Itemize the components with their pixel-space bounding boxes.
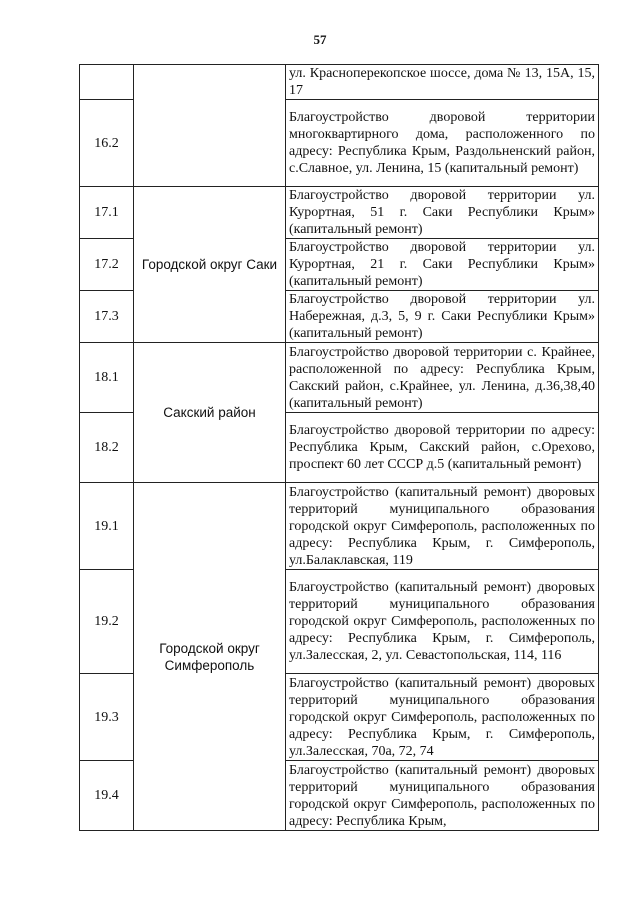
row-number <box>80 65 134 100</box>
row-number: 17.3 <box>80 291 134 343</box>
document-table <box>79 64 599 831</box>
region-saki-city: Городской округ Саки <box>134 187 286 343</box>
row-number: 16.2 <box>80 100 134 187</box>
table-row <box>80 343 599 413</box>
row-description: Благоустройство дворовой территории многоквартирного дома, расположенного по адресу: Республика Крым, Раздольненский район, с.Славное, ул. Ленина, 15 (капитальный ремонт) <box>286 100 599 187</box>
row-number: 17.2 <box>80 239 134 291</box>
row-description: Благоустройство дворовой территории ул. Курортная, 21 г. Саки Республики Крым» (капитальный ремонт) <box>286 239 599 291</box>
row-description: Благоустройство дворовой территории ул. Набережная, д.3, 5, 9 г. Саки Республики Крым» (капитальный ремонт) <box>286 291 599 343</box>
page-number: 57 <box>313 32 327 47</box>
row-number: 19.4 <box>80 761 134 831</box>
row-description: Благоустройство дворовой территории с. Крайнее, расположенной по адресу: Республика Крым, Сакский район, с.Крайнее, ул. Ленина, д.36,38,40 (капитальный ремонт) <box>286 343 599 413</box>
region-cell-empty <box>134 65 286 187</box>
row-number: 17.1 <box>80 187 134 239</box>
region-saki-district: Сакский район <box>134 343 286 483</box>
table-row <box>80 187 599 239</box>
row-number: 18.1 <box>80 343 134 413</box>
row-description: ул. Красноперекопское шоссе, дома № 13, 15А, 15, 17 <box>286 65 599 100</box>
row-number: 19.1 <box>80 483 134 570</box>
row-number: 18.2 <box>80 413 134 483</box>
row-description: Благоустройство (капитальный ремонт) дворовых территорий муниципального образования городской округ Симферополь, расположенных по адресу: Республика Крым, <box>286 761 599 831</box>
row-number: 19.2 <box>80 570 134 674</box>
row-description: Благоустройство (капитальный ремонт) дворовых территорий муниципального образования городской округ Симферополь, расположенных по адресу: Республика Крым, г. Симферополь, ул.Залесская, 2, ул. Севастопольская, 114, 116 <box>286 570 599 674</box>
table-row <box>80 65 599 100</box>
table-row <box>80 483 599 570</box>
row-description: Благоустройство (капитальный ремонт) дворовых территорий муниципального образования городской округ Симферополь, расположенных по адресу: Республика Крым, г. Симферополь, ул.Залесская, 70а, 72, 74 <box>286 674 599 761</box>
region-simferopol: Городской округ Симферополь <box>134 483 286 831</box>
row-number: 19.3 <box>80 674 134 761</box>
row-description: Благоустройство (капитальный ремонт) дворовых территорий муниципального образования городской округ Симферополь, расположенных по адресу: Республика Крым, г. Симферополь, ул.Балаклавская, 119 <box>286 483 599 570</box>
row-description: Благоустройство дворовой территории ул. Курортная, 51 г. Саки Республики Крым» (капитальный ремонт) <box>286 187 599 239</box>
row-description: Благоустройство дворовой территории по адресу: Республика Крым, Сакский район, с.Орехово, проспект 60 лет СССР д.5 (капитальный ремонт) <box>286 413 599 483</box>
